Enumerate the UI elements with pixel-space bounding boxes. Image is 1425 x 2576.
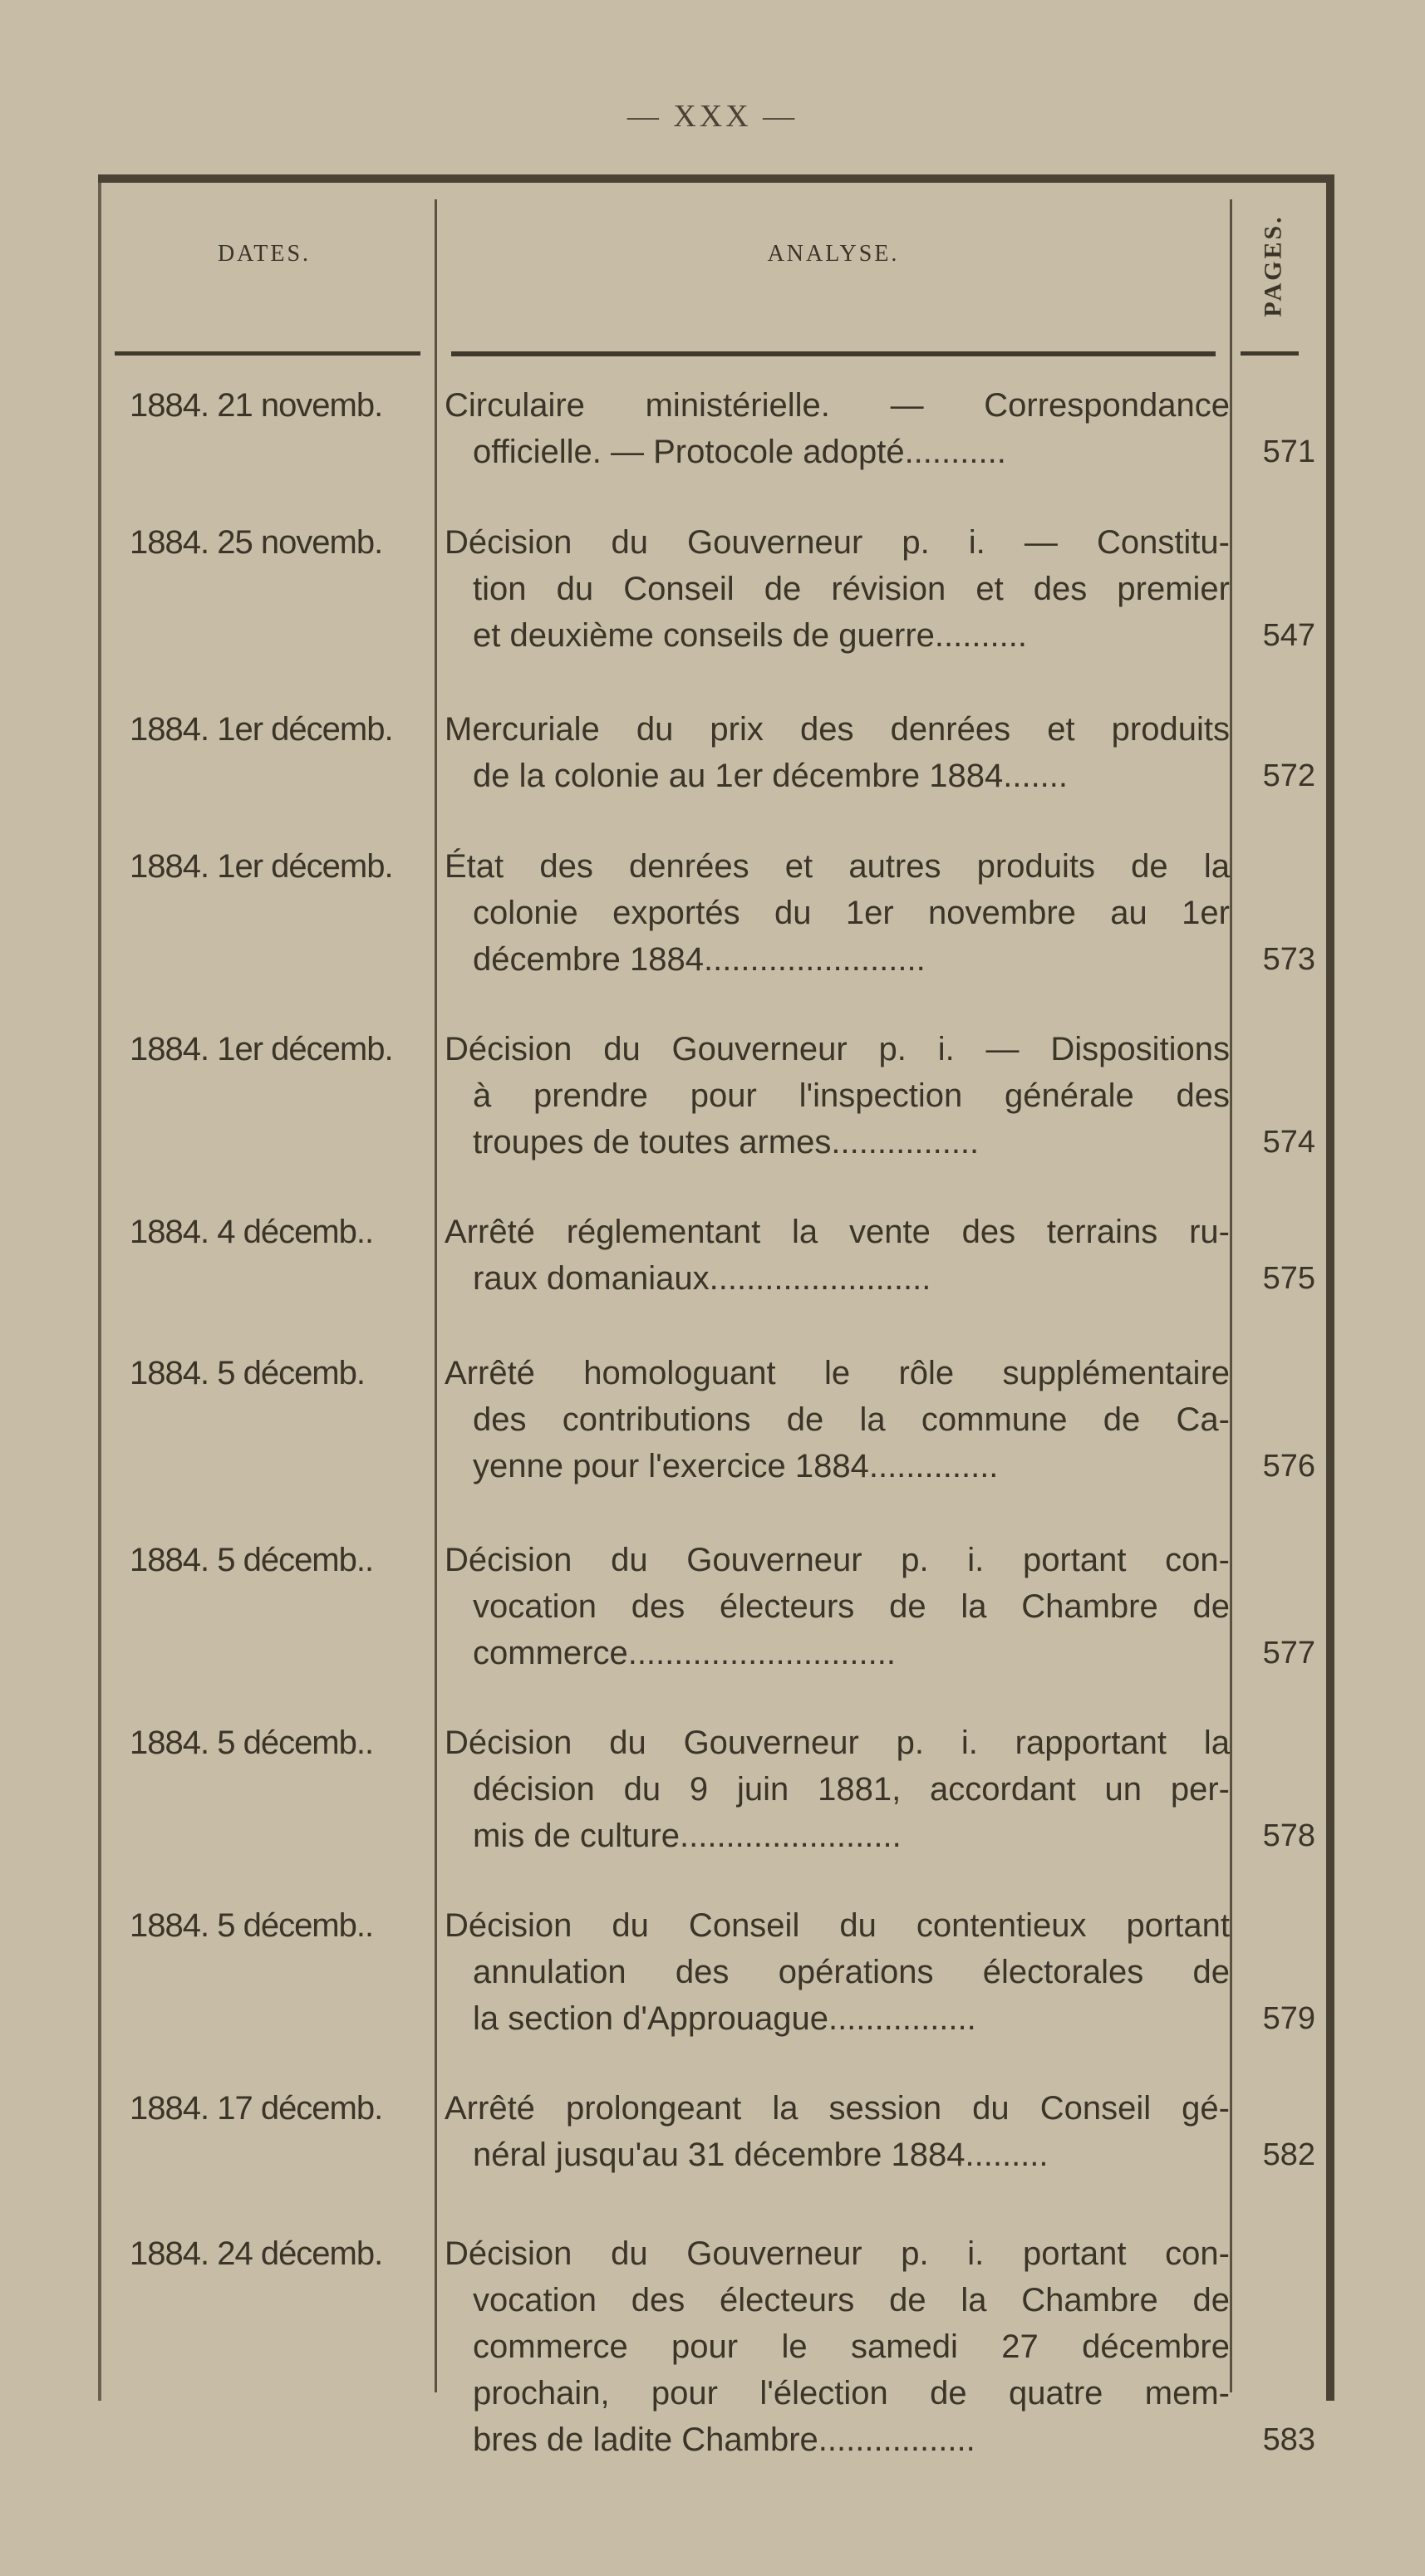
row-page-number: 547: [1262, 618, 1315, 653]
row-analysis-line: néral jusqu'au 31 décembre 1884.........: [473, 2137, 1049, 2173]
row-analysis-line: des contributions de la commune de Ca-: [473, 1401, 1230, 1438]
row-analysis: [445, 2085, 1230, 2178]
row-analysis-line: commerce.............................: [473, 1635, 896, 1671]
row-date: 1884. 5 décemb..: [130, 1907, 374, 1944]
row-analysis-line: raux domaniaux........................: [473, 1260, 931, 1297]
row-analysis-line: troupes de toutes armes................: [473, 1124, 980, 1160]
row-page-number: 576: [1262, 1449, 1315, 1484]
row-analysis: [445, 519, 1230, 659]
index-table: [98, 174, 1334, 2458]
row-date: 1884. 4 décemb..: [130, 1214, 374, 1250]
row-analysis-line: bres de ladite Chambre.................: [473, 2421, 975, 2458]
row-date: 1884. 17 décemb.: [130, 2090, 383, 2127]
row-analysis: [445, 843, 1230, 983]
column-header-pages: PAGES.: [1260, 214, 1288, 317]
column-header-pages-wrap: [1236, 199, 1311, 332]
row-analysis-line: vocation des électeurs de la Chambre de: [473, 1588, 1230, 1625]
row-analysis-line: de la colonie au 1er décembre 1884.......: [473, 758, 1069, 794]
row-page-number: 582: [1262, 2137, 1315, 2172]
row-analysis-line: État des denrées et autres produits de la: [445, 848, 1230, 885]
column-header-analyse: ANALYSE.: [767, 241, 900, 267]
row-date: 1884. 1er décemb.: [130, 1031, 393, 1067]
row-analysis-line: décembre 1884........................: [473, 941, 926, 978]
row-analysis-line: Circulaire ministérielle. — Correspondance: [445, 387, 1230, 424]
header-rule-dates: [115, 351, 420, 356]
row-date: 1884. 1er décemb.: [130, 711, 393, 748]
row-analysis-line: la section d'Approuague................: [473, 2000, 976, 2037]
table-right-rule: [1326, 183, 1334, 2401]
row-analysis: [445, 1720, 1230, 1859]
row-page-number: 574: [1262, 1125, 1315, 1160]
row-analysis: [445, 1209, 1230, 1302]
column-header-dates: DATES.: [217, 241, 312, 267]
row-analysis: [445, 706, 1230, 799]
row-analysis-line: Mercuriale du prix des denrées et produits: [445, 711, 1230, 748]
column-separator-pages: [1230, 199, 1232, 2392]
row-page-number: 575: [1262, 1261, 1315, 1296]
header-rule-pages: [1241, 351, 1299, 356]
row-date: 1884. 5 décemb.: [130, 1355, 365, 1391]
row-analysis: [445, 1537, 1230, 1676]
row-analysis: [445, 1026, 1230, 1165]
row-date: 1884. 21 novemb.: [130, 387, 383, 424]
table-top-rule: [98, 174, 1334, 183]
row-analysis: [445, 1902, 1230, 2042]
row-date: 1884. 24 décemb.: [130, 2235, 383, 2272]
table-left-rule: [98, 183, 101, 2401]
row-analysis-line: Décision du Conseil du contentieux portant: [445, 1907, 1230, 1944]
row-analysis-line: Décision du Gouverneur p. i. portant con-: [445, 2235, 1230, 2272]
row-analysis: [445, 1350, 1230, 1489]
row-analysis-line: Arrêté réglementant la vente des terrains ru-: [445, 1214, 1230, 1250]
row-analysis-line: à prendre pour l'inspection générale des: [473, 1077, 1230, 1114]
row-analysis-line: commerce pour le samedi 27 décembre: [473, 2328, 1230, 2365]
row-date: 1884. 5 décemb..: [130, 1542, 374, 1578]
row-analysis: [445, 382, 1230, 475]
row-analysis-line: colonie exportés du 1er novembre au 1er: [473, 895, 1230, 931]
row-analysis: [445, 2230, 1230, 2463]
row-analysis-line: Décision du Gouverneur p. i. rapportant la: [445, 1725, 1230, 1761]
row-analysis-line: Décision du Gouverneur p. i. portant con-: [445, 1542, 1230, 1578]
row-analysis-line: et deuxième conseils de guerre..........: [473, 617, 1028, 654]
row-analysis-line: Décision du Gouverneur p. i. — Constitu-: [445, 524, 1230, 561]
row-page-number: 578: [1262, 1818, 1315, 1853]
row-page-number: 579: [1262, 2001, 1315, 2036]
row-date: 1884. 1er décemb.: [130, 848, 393, 885]
row-page-number: 577: [1262, 1636, 1315, 1671]
row-page-number: 583: [1262, 2422, 1315, 2457]
row-page-number: 572: [1262, 758, 1315, 793]
row-date: 1884. 5 décemb..: [130, 1725, 374, 1761]
row-analysis-line: annulation des opérations électorales de: [473, 1954, 1230, 1990]
row-analysis-line: yenne pour l'exercice 1884..............: [473, 1448, 999, 1484]
header-rule-analyse: [451, 351, 1216, 356]
row-analysis-line: tion du Conseil de révision et des premier: [473, 571, 1230, 607]
row-analysis-line: officielle. — Protocole adopté...........: [473, 434, 1006, 470]
row-analysis-line: mis de culture........................: [473, 1818, 902, 1854]
row-analysis-line: Décision du Gouverneur p. i. — Dispositions: [445, 1031, 1230, 1067]
row-analysis-line: prochain, pour l'élection de quatre mem-: [473, 2375, 1230, 2412]
row-analysis-line: vocation des électeurs de la Chambre de: [473, 2282, 1230, 2318]
row-page-number: 573: [1262, 942, 1315, 977]
page-header: — XXX —: [627, 99, 798, 134]
row-analysis-line: décision du 9 juin 1881, accordant un per-: [473, 1771, 1230, 1808]
row-analysis-line: Arrêté homologuant le rôle supplémentaire: [445, 1355, 1230, 1391]
row-analysis-line: Arrêté prolongeant la session du Conseil gé-: [445, 2090, 1230, 2127]
row-date: 1884. 25 novemb.: [130, 524, 383, 561]
row-page-number: 571: [1262, 434, 1315, 469]
